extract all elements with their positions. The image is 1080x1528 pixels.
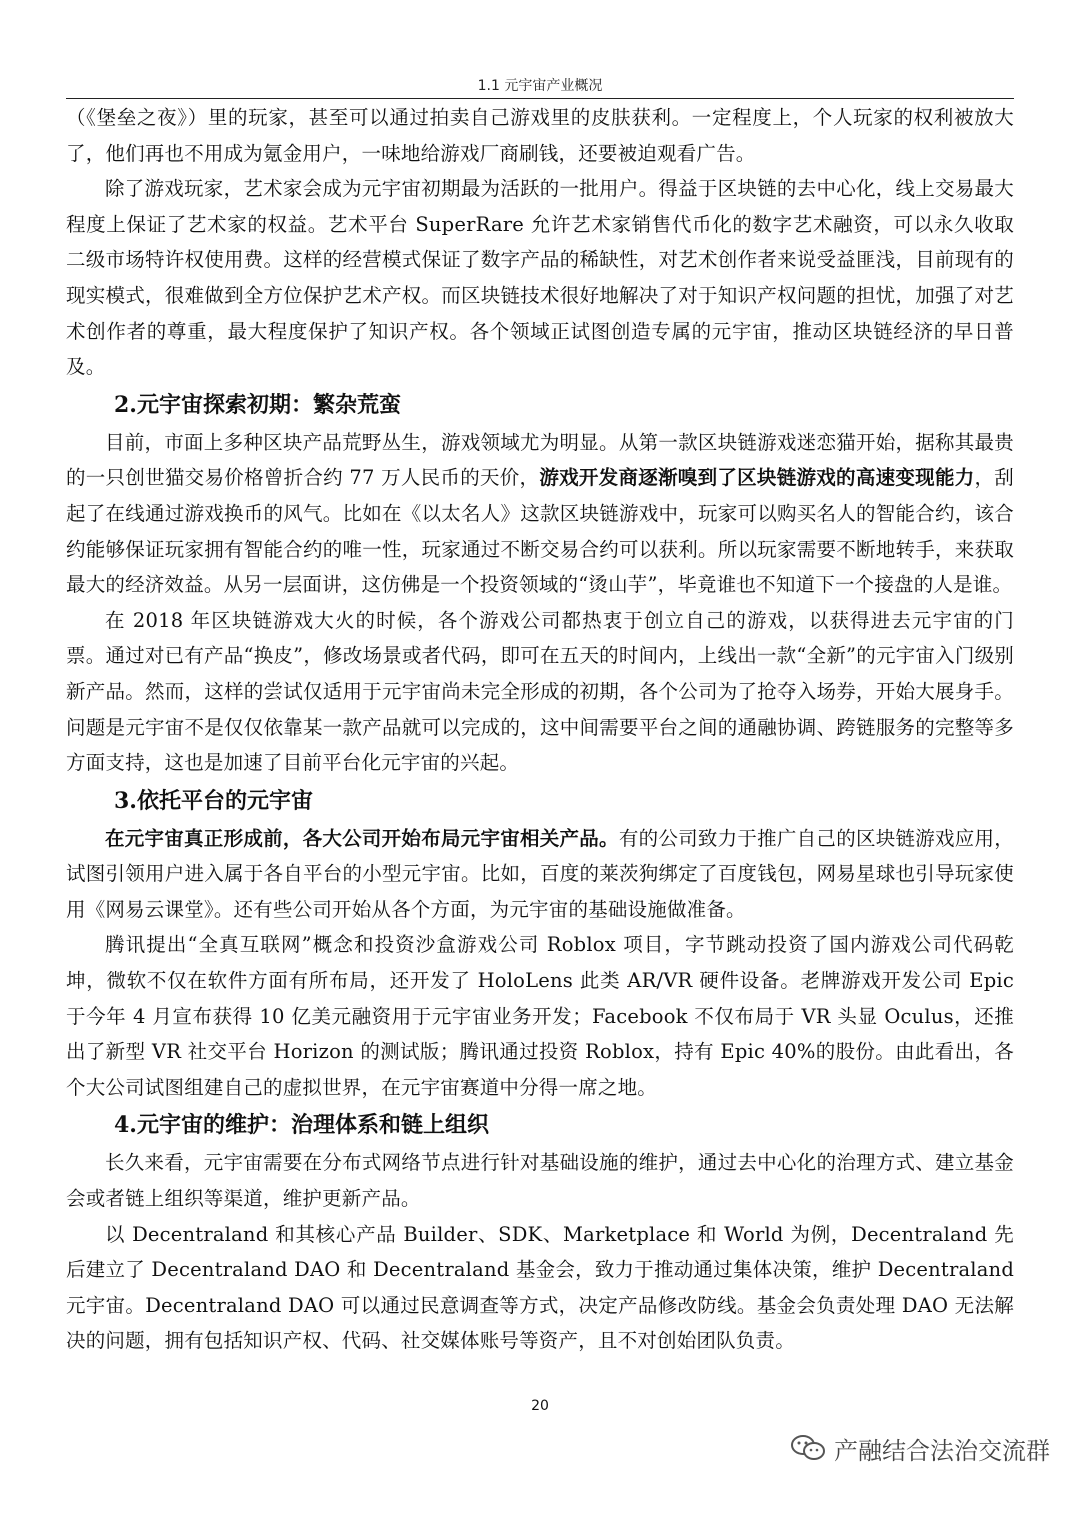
section-heading: 3.依托平台的元宇宙 xyxy=(114,787,313,814)
section-heading: 4.元宇宙的维护：治理体系和链上组织 xyxy=(114,1112,489,1139)
watermark xyxy=(790,1428,1050,1468)
text-run: 有的公司致力于推广自己的区块链游戏应用，试图引领用户进入属于各自平台的小型元宇宙。比如，百度的莱茨狗绑定了百度钱包，网易星球也引导玩家使用《网易云课堂》。还有些公司开始从各个方面，为元宇宙的基础设施做准备。 xyxy=(66,826,1014,921)
text-run: 长久来看，元宇宙需要在分布式网络节点进行针对基础设施的维护，通过去中心化的治理方式、建立基金会或者链上组织等渠道，维护更新产品。 xyxy=(66,1151,1014,1211)
paragraph xyxy=(66,1217,1014,1359)
document-body xyxy=(66,100,1014,1359)
paragraph xyxy=(66,603,1014,781)
bold-text: 在元宇宙真正形成前，各大公司开始布局元宇宙相关产品。 xyxy=(105,826,619,850)
text-run: 除了游戏玩家，艺术家会成为元宇宙初期最为活跃的一批用户。得益于区块链的去中心化，线上交易最大程度上保证了艺术家的权益。艺术平台 SuperRare 允许艺术家销售代币化的数字艺术融资，可以永久收取二级市场特许权使用费。这样的经营模式保证了数字产品的稀缺性，对艺术创作者来说受益匪浅，目前现有的现实模式，很难做到全方位保护艺术产权。而区块链技术很好地解决了对于知识产权问题的担忧，加强了对艺术创作者的尊重，最大程度保护了知识产权。各个领域正试图创造专属的元宇宙，推动区块链经济的早日普及。 xyxy=(66,177,1014,379)
paragraph xyxy=(66,425,1014,603)
text-run: ，刮起了在线通过游戏换币的风气。比如在《以太名人》这款区块链游戏中，玩家可以购买名人的智能合约，该合约能够保证玩家拥有智能合约的唯一性，玩家通过不断交易合约可以获利。所以玩家需要不断地转手，来获取最大的经济效益。从另一层面讲，这仿佛是一个投资领域的“烫山芋”，毕竟谁也不知道下一个接盘的人是谁。 xyxy=(66,466,1014,597)
text-run: 在 2018 年区块链游戏大火的时候，各个游戏公司都热衷于创立自己的游戏，以获得进去元宇宙的门票。通过对已有产品“换皮”，修改场景或者代码，即可在五天的时间内，上线出一款“全新”的元宇宙入门级别新产品。然而，这样的尝试仅适用于元宇宙尚未完全形成的初期，各个公司为了抢夺入场券，开始大展身手。问题是元宇宙不是仅仅依靠某一款产品就可以完成的，这中间需要平台之间的通融协调、跨链服务的完整等多方面支持，这也是加速了目前平台化元宇宙的兴起。 xyxy=(66,608,1014,775)
text-run: 腾讯提出“全真互联网”概念和投资沙盒游戏公司 Roblox 项目，字节跳动投资了国内游戏公司代码乾坤，微软不仅在软件方面有所布局，还开发了 HoloLens 此类 AR/VR 硬件设备。老牌游戏开发公司 Epic 于今年 4 月宣布获得 10 亿美元融资用于元宇宙业务开发；Facebook 不仅布局于 VR 头显 Oculus，还推出了新型 VR 社交平台 Horizon 的测试版；腾讯通过投资 Roblox，持有 Epic 40%的股份。由此看出，各个大公司试图组建自己的虚拟世界，在元宇宙赛道中分得一席之地。 xyxy=(66,933,1014,1099)
section-heading: 2.元宇宙探索初期：繁杂荒蛮 xyxy=(114,391,401,418)
text-run: 目前，市面上多种区块产品荒野丛生，游戏领域尤为明显。从第一款区块链游戏迷恋猫开始，据称其最贵的一只创世猫交易价格曾折合约 77 万人民币的天价， xyxy=(66,430,1014,490)
page-number: 20 xyxy=(531,1398,549,1414)
paragraph xyxy=(66,100,1014,171)
page-header xyxy=(66,74,1014,99)
header-title: 1.1 元宇宙产业概况 xyxy=(477,78,603,94)
bold-text: 游戏开发商逐渐嗅到了区块链游戏的高速变现能力 xyxy=(539,466,975,490)
text-run: 以 Decentraland 和其核心产品 Builder、SDK、Marketplace 和 World 为例，Decentraland 先后建立了 Decentraland DAO 和 Decentraland 基金会，致力于推动通过集体决策，维护 Decentraland 元宇宙。Decentraland DAO 可以通过民意调查等方式，决定产品修改防线。基金会负责处理 DAO 无法解决的问题，拥有包括知识产权、代码、社交媒体账号等资产，且不对创始团队负责。 xyxy=(66,1222,1014,1353)
paragraph xyxy=(66,821,1014,928)
text-run: （《堡垒之夜》）里的玩家，甚至可以通过拍卖自己游戏里的皮肤获利。一定程度上，个人玩家的权利被放大了，他们再也不用成为氪金用户，一味地给游戏厂商刷钱，还要被迫观看广告。 xyxy=(66,106,1014,165)
wechat-icon xyxy=(790,1433,826,1463)
paragraph xyxy=(66,1145,1014,1216)
watermark-text: 产融结合法治交流群 xyxy=(834,1436,1050,1465)
paragraph xyxy=(66,927,1014,1105)
paragraph xyxy=(66,171,1014,385)
